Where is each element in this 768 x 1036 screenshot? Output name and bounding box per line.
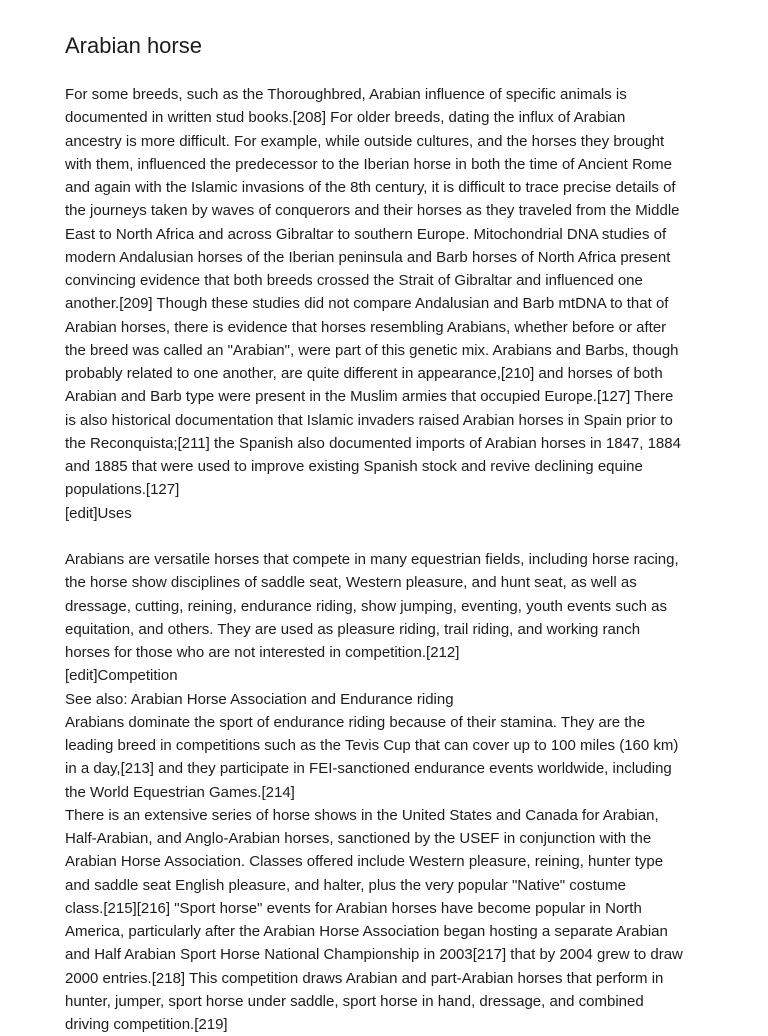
text-line: There is an extensive series of horse shows in the United States and Canada for Arabian, — [65, 806, 659, 824]
text-line: class.[215][216] "Sport horse" events for Arabian horses have become popular in North — [65, 899, 642, 917]
text-line: For some breeds, such as the Thoroughbred, Arabian influence of specific animals is — [65, 86, 627, 103]
paragraph-history — [65, 83, 713, 1036]
text-line: the Reconquista;[211] the Spanish also documented imports of Arabian horses in 1847, 1884 — [65, 434, 681, 452]
text-line: America, particularly after the Arabian Horse Association began hosting a separate Arabian — [65, 923, 668, 940]
text-line: 2000 entries.[218] This competition draws Arabian and part-Arabian horses that perform in — [65, 969, 664, 987]
text-line: Arabians are versatile horses that compete in many equestrian fields, including horse racing, — [65, 551, 679, 568]
text-line: with them, influenced the predecessor to the Iberian horse in both the time of Ancient Rome — [65, 155, 673, 173]
text-line: documented in written stud books.[208] For older breeds, dating the influx of Arabian — [65, 109, 626, 127]
text-line: another.[209] Though these studies did not compare Andalusian and Barb mtDNA to that of — [65, 295, 669, 313]
text-line: hunter, jumper, sport horse under saddle, sport horse in hand, dressage, and combined — [65, 992, 644, 1010]
text-line: Arabian and Barb type were present in the Muslim armies that occupied Europe.[127] There — [65, 388, 674, 406]
text-line: the horse show disciplines of saddle seat, Western pleasure, and hunt seat, as well as — [65, 574, 637, 592]
spacer — [65, 525, 713, 548]
text-line: and 1885 that were used to improve existing Spanish stock and revive declining equine — [65, 458, 643, 475]
text-line: leading breed in competitions such as the Tevis Cup that can cover up to 100 miles (160 km) — [65, 737, 679, 754]
see-also-note[interactable]: See also: Arabian Horse Association and Endurance riding — [65, 690, 454, 708]
text-line: the breed was called an "Arabian", were part of this genetic mix. Arabians and Barbs, though — [65, 341, 679, 359]
text-line: and Half Arabian Sport Horse National Championship in 2003[217] that by 2004 grew to draw — [65, 946, 683, 964]
text-line: and again with the Islamic invasions of the 8th century, it is difficult to trace precise details of — [65, 179, 676, 196]
text-line: and saddle seat English pleasure, and halter, plus the very popular "Native" costume — [65, 876, 626, 894]
text-line: Arabians dominate the sport of endurance riding because of their stamina. They are the — [65, 713, 646, 731]
text-line: modern Andalusian horses of the Iberian peninsula and Barb horses of North Africa present — [65, 248, 671, 266]
text-line: driving competition.[219] — [65, 1016, 228, 1033]
section-heading-competition[interactable]: [edit]Competition — [65, 667, 178, 685]
text-line: Arabian horses, there is evidence that horses resembling Arabians, whether before or after — [65, 318, 667, 336]
text-line: probably related to one another, are quite different in appearance,[210] and horses of both — [65, 365, 663, 382]
section-heading-uses[interactable]: [edit]Uses — [65, 504, 132, 522]
text-line: East to North Africa and across Gibraltar to southern Europe. Mitochondrial DNA studies of — [65, 225, 667, 243]
text-line: the journeys taken by waves of conquerors and their horses as they traveled from the Middle — [65, 202, 680, 220]
text-line: dressage, cutting, reining, endurance riding, show jumping, eventing, youth events such as — [65, 597, 668, 615]
text-line: horses for those who are not interested in competition.[212] — [65, 644, 460, 661]
document-page — [65, 33, 713, 1036]
text-line: populations.[127] — [65, 481, 180, 499]
text-line: is also historical documentation that Islamic invaders raised Arabian horses in Spain prior to — [65, 411, 673, 429]
text-line: ancestry is more difficult. For example, while outside cultures, and the horses they brought — [65, 132, 665, 150]
text-line: the World Equestrian Games.[214] — [65, 783, 295, 801]
text-line: Arabian Horse Association. Classes offered include Western pleasure, reining, hunter type — [65, 853, 664, 871]
page-title: Arabian horse — [65, 33, 202, 58]
text-line: equitation, and others. They are used as pleasure riding, trail riding, and working ranch — [65, 620, 641, 638]
text-line: Half-Arabian, and Anglo-Arabian horses, sanctioned by the USEF in conjunction with the — [65, 830, 652, 847]
text-line: convincing evidence that both breeds crossed the Strait of Gibraltar and influenced one — [65, 272, 643, 289]
text-line: in a day,[213] and they participate in FEI-sanctioned endurance events worldwide, including — [65, 760, 672, 778]
